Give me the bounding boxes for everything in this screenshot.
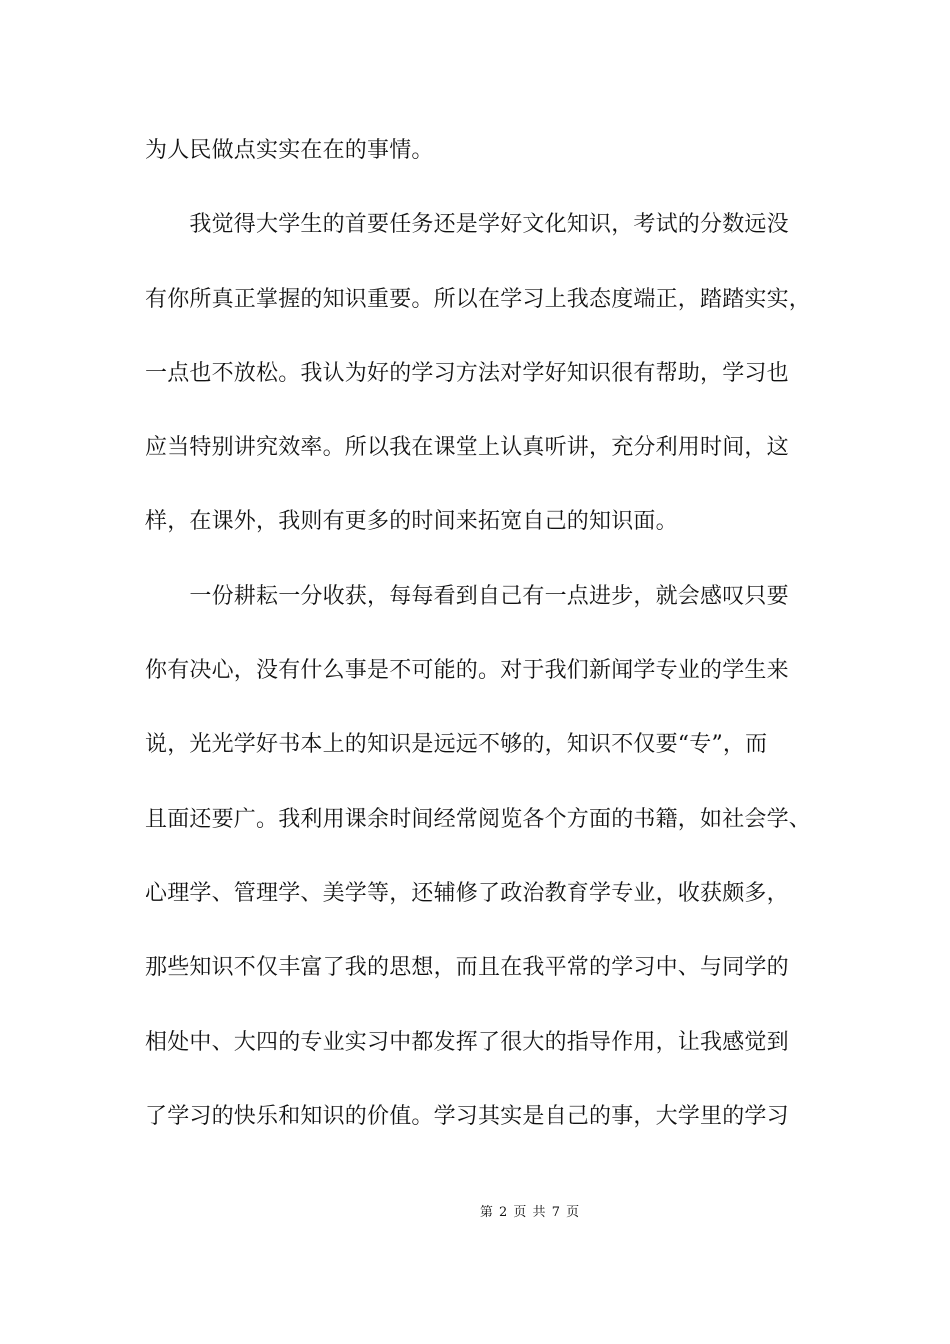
text-line: 应当特别讲究效率。所以我在课堂上认真听讲，充分利用时间，这 bbox=[145, 435, 789, 461]
text-line: 一点也不放松。我认为好的学习方法对学好知识很有帮助，学习也 bbox=[145, 360, 789, 386]
text-line: 一份耕耘一分收获，每每看到自己有一点进步，就会感叹只要 bbox=[145, 583, 789, 609]
body-text bbox=[145, 131, 825, 1171]
text-line: 为人民做点实实在在的事情。 bbox=[145, 138, 434, 163]
text-line: 样，在课外，我则有更多的时间来拓宽自己的知识面。 bbox=[145, 509, 678, 535]
text-line: 说，光光学好书本上的知识是远远不够的，知识不仅要“专”，而 bbox=[145, 732, 768, 758]
text-line: 我觉得大学生的首要任务还是学好文化知识，考试的分数远没 bbox=[145, 212, 789, 238]
text-line: 心理学、管理学、美学等，还辅修了政治教育学专业，收获颇多， bbox=[145, 880, 789, 906]
text-line: 那些知识不仅丰富了我的思想，而且在我平常的学习中、与同学的 bbox=[145, 955, 789, 981]
text-line: 你有决心，没有什么事是不可能的。对于我们新闻学专业的学生来 bbox=[145, 658, 789, 684]
text-line: 且面还要广。我利用课余时间经常阅览各个方面的书籍，如社会学、 bbox=[145, 806, 812, 832]
page-number: 第 2 页 共 7 页 bbox=[479, 1205, 581, 1220]
text-line: 相处中、大四的专业实习中都发挥了很大的指导作用，让我感觉到 bbox=[145, 1029, 789, 1055]
text-line: 了学习的快乐和知识的价值。学习其实是自己的事，大学里的学习 bbox=[145, 1103, 789, 1129]
text-line: 有你所真正掌握的知识重要。所以在学习上我态度端正，踏踏实实， bbox=[145, 286, 812, 312]
